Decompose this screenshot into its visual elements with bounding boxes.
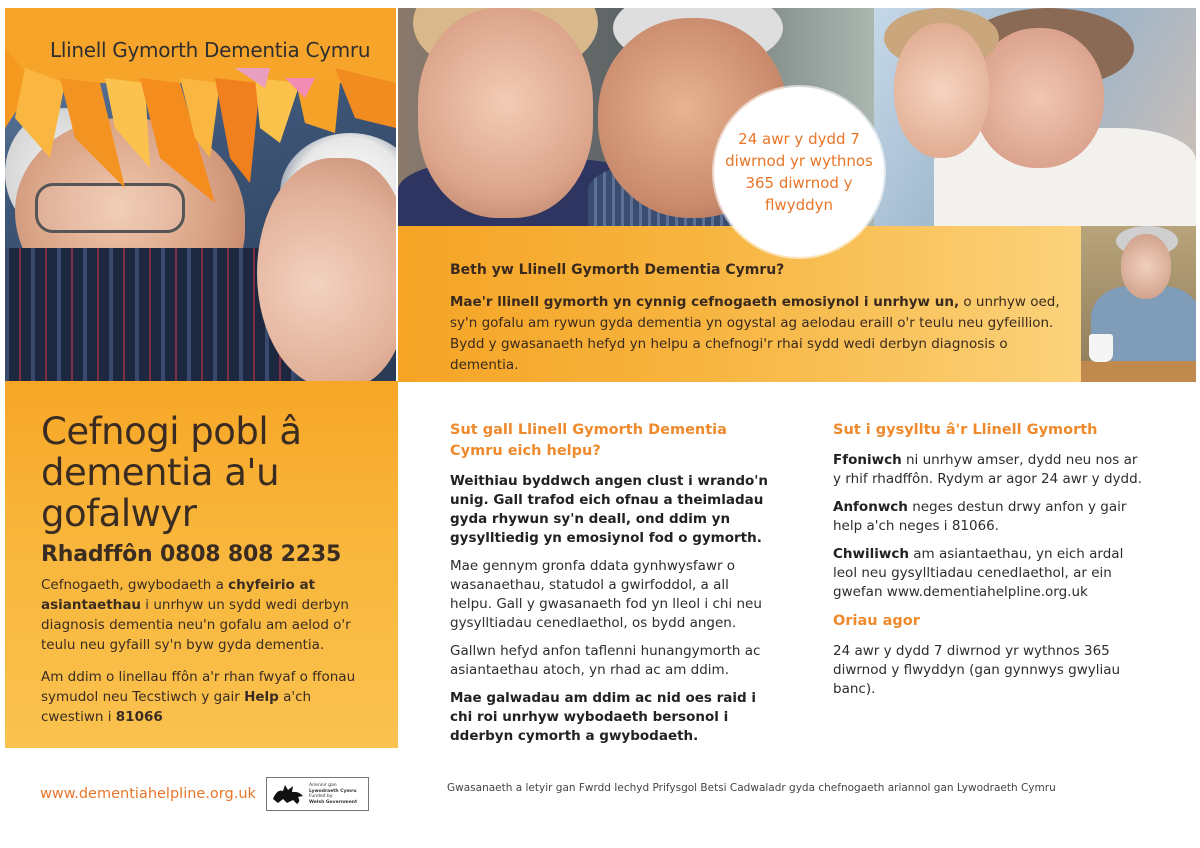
- text-span: i unrhyw un sydd wedi derbyn diagnosis dementia neu'n gofalu am aelod o'r teulu neu gyfaill sy'n byw gyda dementia.: [41, 597, 351, 653]
- hero-photo-elderly-couple: [5, 8, 396, 381]
- website-link[interactable]: www.dementiahelpline.org.uk: [40, 786, 256, 802]
- gov-logo-text: [309, 783, 357, 805]
- text-bold: Ffoniwch: [833, 452, 902, 468]
- banner-title: Llinell Gymorth Dementia Cymru: [50, 38, 371, 62]
- text-bold: chyfeirio at asiantaethau: [41, 577, 316, 613]
- photo-detail: [894, 23, 989, 158]
- text-span: o unrhyw oed, sy'n gofalu am rywun gyda dementia yn ogystal ag aelodau eraill o'r teulu neu gyfeillion. Bydd y gwasanaeth hefyd yn helpu a chefnogi'r rhai sydd wedi derbyn diagnosis o dementia.: [450, 294, 1060, 373]
- opening-hours-text: 24 awr y dydd 7 diwrnod yr wythnos 365 diwrnod y flwyddyn (gan gynnwys gwyliau banc).: [833, 643, 1121, 697]
- text-bold: Mae'r llinell gymorth yn cynnig cefnogaeth emosiynol i unrhyw un,: [450, 294, 960, 310]
- funding-credit: Gwasanaeth a letyir gan Fwrdd Iechyd Prifysgol Betsi Cadwaladr gyda chefnogaeth ariannol gan Lywodraeth Cymru: [447, 782, 1056, 794]
- how-can-helpline-help-column: [450, 420, 770, 755]
- left-info-panel: [5, 381, 398, 748]
- band-title: Beth yw Llinell Gymorth Dementia Cymru?: [450, 262, 785, 278]
- photo-girl-and-grandmother: [874, 8, 1196, 226]
- how-to-contact-column: [833, 420, 1143, 708]
- photo-detail: [5, 248, 295, 381]
- contact-text: [833, 498, 1143, 536]
- photo-detail: [1081, 361, 1196, 382]
- welsh-dragon-icon: [271, 781, 305, 807]
- what-is-helpline-band: [398, 226, 1081, 382]
- band-text: [450, 292, 1060, 376]
- freephone-number[interactable]: Rhadffôn 0808 808 2235: [41, 542, 342, 567]
- paragraph: Weithiau byddwch angen clust i wrando'n unig. Gall trafod eich ofnau a theimladau gyda rhywun sy'n deall, ond ddim yn gysylltiedig yn emosiynol fod o gymorth.: [450, 473, 769, 546]
- contact-phone: [833, 451, 1143, 489]
- text-bold: Chwiliwch: [833, 546, 909, 562]
- text-span: neges destun drwy anfon y gair help a'ch neges i 81066.: [833, 499, 1127, 534]
- photo-detail: [1121, 234, 1171, 299]
- opening-hours-heading: Oriau agor: [833, 613, 920, 629]
- sms-number: 81066: [115, 709, 163, 725]
- main-heading: Cefnogi pobl â dementia a'u gofalwyr: [41, 410, 302, 535]
- photo-detail: [418, 8, 593, 218]
- availability-badge: [714, 87, 884, 257]
- text-message-info: [41, 667, 377, 727]
- text-bold: Anfonwch: [833, 499, 908, 515]
- welsh-government-logo: [266, 777, 369, 811]
- gov-text-line: Welsh Government: [309, 799, 358, 805]
- contact-web: [833, 545, 1143, 602]
- section-heading: Sut i gysylltu â'r Llinell Gymorth: [833, 422, 1098, 438]
- paragraph: Mae galwadau am ddim ac nid oes raid i chi roi unrhyw wybodaeth bersonol i dderbyn cymorth a gwybodaeth.: [450, 690, 757, 744]
- text-bold: Help: [244, 689, 279, 705]
- photo-detail: [1089, 334, 1113, 362]
- text-span: ni unrhyw amser, dydd neu nos ar y rhif rhadffôn. Rydym ar agor 24 awr y dydd.: [833, 452, 1142, 487]
- gov-text-line: Lywodraeth Cymru: [309, 788, 357, 794]
- paragraph: Mae gennym gronfa ddata gynhwysfawr o wasanaethau, statudol a gwirfoddol, a all helpu. Gall y gwasanaeth fod yn lleol i chi neu gysylltiadau cenedlaethol, os bydd angen.: [450, 558, 762, 631]
- paragraph: Gallwn hefyd anfon taflenni hunangymorth ac asiantaethau atoch, yn rhad ac am ddim.: [450, 643, 761, 678]
- section-heading: Sut gall Llinell Gymorth Dementia Cymru eich helpu?: [450, 422, 727, 459]
- text-span: Am ddim o linellau ffôn a'r rhan fwyaf o ffonau symudol neu Tecstiwch y gair: [41, 669, 356, 705]
- availability-text: 24 awr y dydd 7 diwrnod yr wythnos 365 diwrnod y flwyddyn: [725, 130, 873, 214]
- text-span: Cefnogaeth, gwybodaeth a: [41, 577, 229, 593]
- gov-text-line: Funded by: [309, 794, 333, 799]
- text-span: am asiantaethau, yn eich ardal leol neu gysylltiadau cenedlaethol, ar ein gwefan www.dementiahelpline.org.uk: [833, 546, 1124, 600]
- gov-text-line: Ariennir gan: [309, 783, 337, 788]
- photo-elderly-woman-at-table: [1081, 226, 1196, 382]
- support-description: [41, 575, 377, 655]
- text-span: a'ch cwestiwn i: [41, 689, 312, 725]
